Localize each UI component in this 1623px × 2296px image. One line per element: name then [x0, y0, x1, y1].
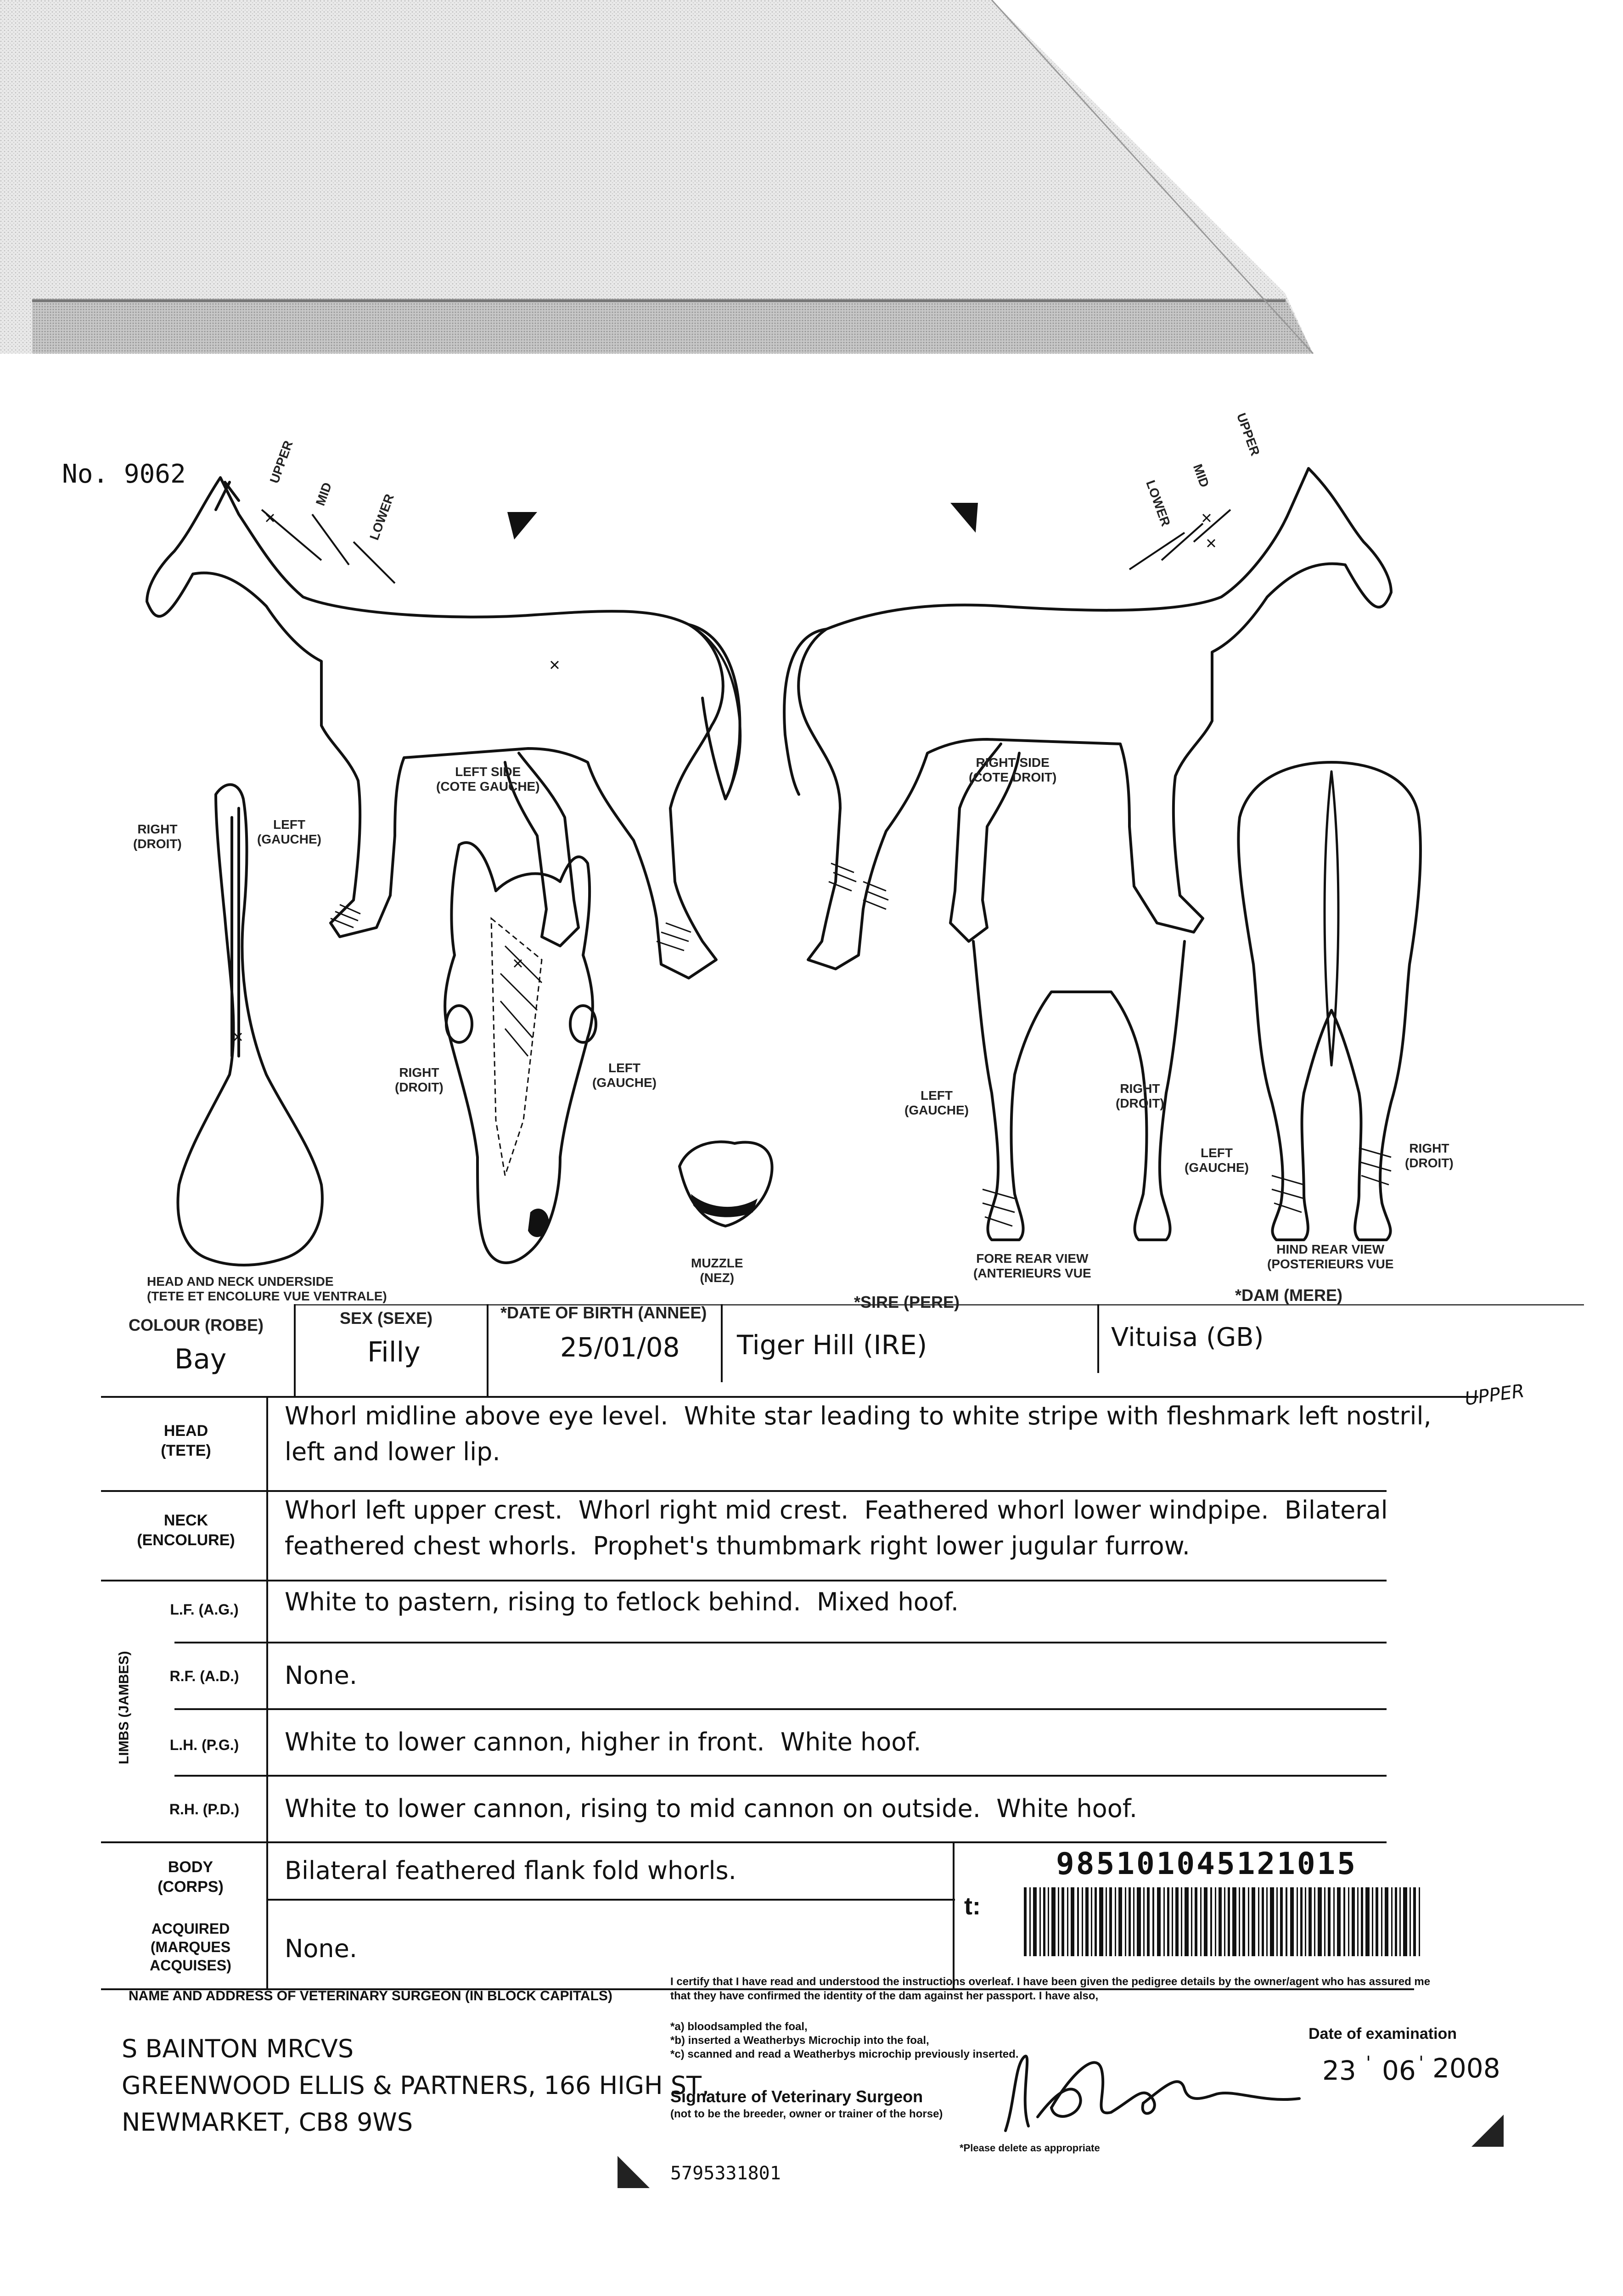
fore-rear-caption: FORE REAR VIEW (ANTERIEURS VUE: [973, 1251, 1091, 1281]
rf-label: R.F. (A.D.): [169, 1668, 239, 1684]
face-left-label: LEFT (GAUCHE): [592, 1061, 657, 1090]
neck-description: Whorl left upper crest. Whorl right mid crest. Feathered whorl lower windpipe. Bilateral feathered chest whorls. Prophet's thumbmark right lower jugular furrow.: [285, 1496, 1388, 1561]
left-upper-label: UPPER: [267, 439, 296, 485]
dam-value: Vituisa (GB): [1111, 1322, 1264, 1352]
body-description: Bilateral feathered flank fold whorls.: [285, 1856, 736, 1885]
vet-heading: NAME AND ADDRESS OF VETERINARY SURGEON (IN BLOCK CAPITALS): [129, 1988, 612, 2003]
hind-right-label: RIGHT (DROIT): [1405, 1141, 1454, 1171]
table-rule: [101, 1490, 1387, 1492]
dob-value: 25/01/08: [560, 1332, 680, 1363]
certification-b: *b) inserted a Weatherbys Microchip into the foal,: [670, 2034, 929, 2047]
table-rule: [101, 1580, 1387, 1581]
microchip-mark: t:: [964, 1892, 981, 1920]
vet-name: S BAINTON MRCVS: [122, 2034, 354, 2063]
signature-note: (not to be the breeder, owner or trainer of the horse): [670, 2108, 943, 2120]
dam-label: *DAM (MERE): [1235, 1286, 1342, 1305]
corner-triangle-icon: [615, 2154, 652, 2190]
muzzle-label: MUZZLE (NEZ): [691, 1256, 743, 1285]
exam-date-month: 06: [1382, 2055, 1416, 2086]
body-label: BODY (CORPS): [157, 1858, 224, 1896]
certification-text: I certify that I have read and understood the instructions overleaf. I have been given the pedigree details by the owner/agent who has assured me that they have confirmed the identity of the dam against her passport. I have also,: [670, 1975, 1431, 2003]
microchip-barcode: [1024, 1887, 1437, 1956]
identity-divider: [487, 1304, 489, 1396]
identity-divider: [721, 1304, 723, 1382]
date-separator: ': [1366, 2053, 1371, 2074]
left-lower-label: LOWER: [367, 492, 397, 542]
left-mid-label: MID: [313, 480, 335, 508]
table-rule: [174, 1775, 1387, 1777]
acquired-label: ACQUIRED (MARQUES ACQUISES): [150, 1920, 231, 1974]
table-body-divider: [953, 1841, 955, 1988]
table-rule: [101, 1841, 1387, 1843]
right-side-label: RIGHT SIDE (COTE DROIT): [969, 755, 1057, 785]
sex-value: Filly: [367, 1336, 421, 1368]
sire-value: Tiger Hill (IRE): [737, 1329, 927, 1361]
table-rule: [266, 1899, 955, 1901]
hind-left-label: LEFT (GAUCHE): [1185, 1146, 1249, 1175]
head-label: HEAD (TETE): [161, 1422, 211, 1459]
head-description: Whorl midline above eye level. White star leading to white stripe with fleshmark left nostril, left and lower lip.: [285, 1401, 1432, 1467]
exam-date-year: 2008: [1432, 2053, 1500, 2084]
microchip-number: 985101045121015: [1056, 1846, 1358, 1881]
exam-date-label: Date of examination: [1309, 2025, 1457, 2043]
right-mid-label: MID: [1190, 462, 1212, 490]
vet-address-line1: GREENWOOD ELLIS & PARTNERS, 166 HIGH ST,: [122, 2071, 710, 2100]
rh-description: White to lower cannon, rising to mid cannon on outside. White hoof.: [285, 1794, 1137, 1823]
head-addendum: UPPER: [1463, 1380, 1526, 1410]
underside-outline: [178, 785, 322, 1265]
acquired-description: None.: [285, 1934, 358, 1963]
underside-caption: HEAD AND NECK UNDERSIDE (TETE ET ENCOLURE VUE VENTRALE): [147, 1274, 387, 1304]
lh-description: White to lower cannon, higher in front. White hoof.: [285, 1728, 921, 1756]
lf-description: White to pastern, rising to fetlock behind. Mixed hoof.: [285, 1587, 959, 1616]
lf-label: L.F. (A.G.): [170, 1601, 239, 1618]
hind-rear-caption: HIND REAR VIEW (POSTERIEURS VUE: [1267, 1242, 1394, 1272]
identity-divider: [294, 1304, 296, 1396]
delete-note: *Please delete as appropriate: [960, 2142, 1100, 2154]
left-side-label: LEFT SIDE (COTE GAUCHE): [436, 765, 540, 794]
fore-left-label: LEFT (GAUCHE): [904, 1088, 969, 1118]
footer-code: 5795331801: [670, 2163, 781, 2184]
left-side-horse-outline: [147, 478, 723, 978]
sex-label: SEX (SEXE): [340, 1309, 433, 1328]
table-label-divider: [266, 1396, 268, 1988]
underside-right-label: RIGHT (DROIT): [133, 822, 182, 851]
hind-rear-view-outline: [1238, 762, 1421, 1240]
vet-address-line2: NEWMARKET, CB8 9WS: [122, 2108, 413, 2137]
table-rule: [174, 1642, 1387, 1643]
rf-description: None.: [285, 1661, 358, 1690]
lh-label: L.H. (P.G.): [169, 1737, 239, 1753]
underside-left-label: LEFT (GAUCHE): [257, 817, 321, 847]
signature-label: Signature of Veterinary Surgeon: [670, 2087, 923, 2106]
certification-a: *a) bloodsampled the foal,: [670, 2020, 808, 2033]
sire-label: *SIRE (PERE): [854, 1293, 960, 1311]
right-side-horse-outline: [798, 468, 1391, 969]
identity-divider: [1097, 1304, 1099, 1373]
limbs-label: LIMBS (JAMBES): [116, 1651, 132, 1765]
right-upper-label: UPPER: [1234, 411, 1263, 458]
neck-label: NECK (ENCOLURE): [137, 1512, 235, 1549]
face-outline: [445, 843, 593, 1263]
dob-label: *DATE OF BIRTH (ANNEE): [500, 1303, 707, 1322]
corner-triangle-icon: [1469, 2112, 1506, 2149]
table-rule: [101, 1396, 1478, 1398]
rh-label: R.H. (P.D.): [169, 1801, 240, 1818]
face-right-label: RIGHT (DROIT): [395, 1065, 444, 1095]
table-rule: [174, 1708, 1387, 1710]
exam-date-day: 23: [1322, 2055, 1356, 2086]
colour-label: COLOUR (ROBE): [129, 1316, 264, 1334]
form-number: No. 9062: [62, 459, 186, 489]
certification-c: *c) scanned and read a Weatherbys microchip previously inserted.: [670, 2048, 1019, 2060]
right-lower-label: LOWER: [1143, 478, 1174, 529]
date-separator: ': [1419, 2053, 1424, 2074]
fore-right-label: RIGHT (DROIT): [1116, 1081, 1164, 1111]
vet-signature: [987, 2030, 1318, 2140]
colour-value: Bay: [174, 1343, 227, 1375]
